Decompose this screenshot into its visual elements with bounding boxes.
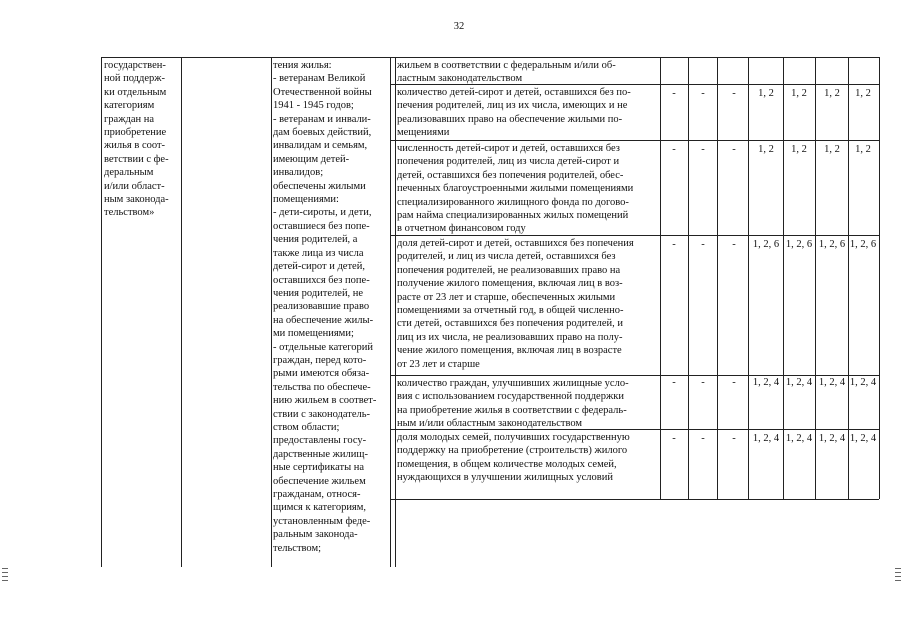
col-border xyxy=(717,57,718,499)
indicator-value: 1, 2, 6 xyxy=(849,239,877,250)
indicator-value: - xyxy=(672,144,676,155)
row-border xyxy=(390,499,879,500)
indicator-value: 1, 2 xyxy=(758,144,774,155)
indicator-value: 1, 2 xyxy=(758,88,774,99)
indicator-value: - xyxy=(732,377,736,388)
indicator-value: 1, 2, 4 xyxy=(818,433,846,444)
indicator-text: доля детей-сирот и детей, оставшихся без попечения родителей, и лиц из числа детей, оставшихся без попечения родителей, не реализовавших право на получение жилого помещения, включая лиц в воз- расте от 23 лет и старше, обеспеченных жилыми помещениями за отчетный год, в общей численно- сти детей, оставшихся без попечения родителей, и лиц из их числа, не реализовавших право на полу- чение жилого помещения, включая лиц в возрасте от 23 лет и старше xyxy=(397,238,634,370)
indicator-value: - xyxy=(701,377,705,388)
indicator-value: 1, 2, 6 xyxy=(785,239,813,250)
col-border xyxy=(395,57,396,567)
indicator-value: 1, 2, 4 xyxy=(849,433,877,444)
indicator-value: - xyxy=(672,433,676,444)
col-border xyxy=(688,57,689,499)
indicator-value: 1, 2 xyxy=(824,88,840,99)
indicator-text: жильем в соответствии с федеральным и/или об- ластным законодательством xyxy=(397,60,616,85)
indicator-value: 1, 2, 4 xyxy=(752,377,780,388)
indicator-value: - xyxy=(672,239,676,250)
indicator-value: - xyxy=(732,433,736,444)
indicator-text: доля молодых семей, получивших государственную поддержку на приобретение (строительств) жилого помещения, в общем количестве молодых семей, нуждающихся в улучшении жилищных условий xyxy=(397,432,630,484)
goal-description: государствен- ной поддерж- ки отдельным категориям граждан на приобретение жилья в соот- ветствии с фе- деральным и/или област- ным законода- тельством» xyxy=(104,60,169,219)
indicator-value: 1, 2, 4 xyxy=(785,433,813,444)
indicator-value: 1, 2, 4 xyxy=(818,377,846,388)
scan-edge-marks xyxy=(895,568,901,584)
table-top-border xyxy=(101,57,879,58)
indicator-value: - xyxy=(672,88,676,99)
page-number: 32 xyxy=(453,21,465,32)
indicator-value: - xyxy=(701,144,705,155)
indicator-value: - xyxy=(672,377,676,388)
indicator-text: численность детей-сирот и детей, оставшихся без попечения родителей, лиц из числа детей-сирот и детей, оставшихся без попечения родителей, обес- печенных благоустроенными жилыми помещениями специализированного жилищного фонда по догово- рам найма специализированных жилых помещений в отчетном финансовом году xyxy=(397,143,634,235)
indicator-text: количество детей-сирот и детей, оставшихся без по- печения родителей, лиц из их числа, имеющих и не реализовавших право на обеспечение жилыми по- мещениями xyxy=(397,87,631,139)
indicator-text: количество граждан, улучшивших жилищные усло- вия с использованием государственной поддержки на приобретение жилья в соответствии с федераль- ным и/или областным законодательством xyxy=(397,378,629,430)
scan-edge-marks xyxy=(2,568,8,584)
indicator-value: - xyxy=(701,433,705,444)
col-border xyxy=(271,57,272,567)
indicator-value: 1, 2, 4 xyxy=(849,377,877,388)
indicator-value: 1, 2, 6 xyxy=(818,239,846,250)
indicator-value: - xyxy=(732,239,736,250)
indicator-value: 1, 2, 6 xyxy=(752,239,780,250)
indicator-value: 1, 2 xyxy=(855,144,871,155)
indicator-value: 1, 2 xyxy=(791,144,807,155)
indicator-value: 1, 2, 4 xyxy=(752,433,780,444)
indicator-value: 1, 2, 4 xyxy=(785,377,813,388)
indicator-value: 1, 2 xyxy=(855,88,871,99)
expected-results: тения жилья: - ветеранам Великой Отечественной войны 1941 - 1945 годов; - ветеранам и инвали- дам боевых действий, инвалидам и семьям, имеющим детей- инвалидов; обеспечены жилыми помещениями: - дети-сироты, и дети, оставшиеся без попе- чения родителей, а также лица из числа детей-сирот и детей, оставшихся без попе- чения родителей, не реализовавшие право на обеспечение жилы- ми помещениями; - отдельные категорий граждан, перед кото- рыми имеются обяза- тельства по обеспече- нию жильем в соответ- ствии с законодатель- ством области; предоставлены госу- дарственные жилищ- ные сертификаты на обеспечение жильем гражданам, относя- щимся к категориям, установленным феде- ральным законода- тельством; xyxy=(273,60,377,554)
indicator-value: - xyxy=(701,88,705,99)
indicator-value: - xyxy=(732,88,736,99)
indicator-value: - xyxy=(732,144,736,155)
col-border xyxy=(101,57,102,567)
indicator-value: 1, 2 xyxy=(791,88,807,99)
indicator-value: - xyxy=(701,239,705,250)
indicator-value: 1, 2 xyxy=(824,144,840,155)
